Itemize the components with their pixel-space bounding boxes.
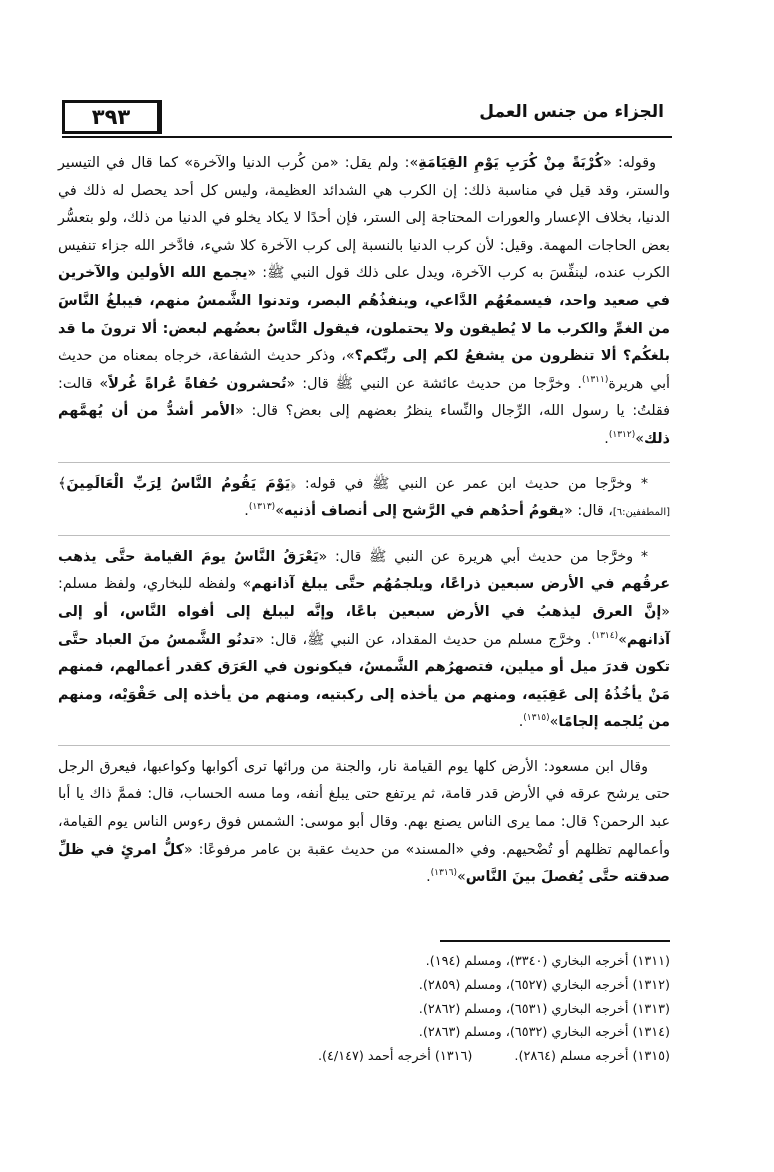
footnotes xyxy=(110,950,670,1069)
footnote: (١٣١٤) أخرجه البخاري (٦٥٣٢)، ومسلم (٢٨٦٣). xyxy=(418,1025,670,1041)
footnote: (١٣١٢) أخرجه البخاري (٦٥٢٧)، ومسلم (٢٨٥٩). xyxy=(418,977,670,993)
text-run: » xyxy=(549,714,559,731)
quoted-text: يَعْرَقُ النَّاسُ يومَ القيامة حتَّى يذهب عرقُهم في الأرض سبعين ذراعًا، ويلجمُهُم حتَّى يبلغ آذانهم xyxy=(58,548,670,593)
quoted-text: كُرْبَةً مِنْ كُرَبِ يَوْمِ القِيَامَةِ xyxy=(418,155,604,171)
text-run: »: ولم يقل: «من كُرب الدنيا والآخرة» كما قال في التيسير والستر، وقد قيل في مناسبة ذلك: إن الكرب هي الشدائد العظيمة، وليس كل أحد يحصل له ذلك في الدنيا، بخلاف الإعسار والعورات المحتاجة إلى الستر، فإن أحدًا لا يكاد يخلو في الدنيا من ذلك، ولو بتعسُّر بعض الحاجات المهمة. وقيل: لأن كرب الدنيا بالنسبة إلى كرب الآخرة كلا شيء، فادَّخر الله جزاء تنفيس الكرب عنده، لينفِّسَ به كرب الآخرة، ويدل على ذلك قول النبي ﷺ: « xyxy=(58,155,670,282)
paragraph-separator xyxy=(58,745,670,746)
quoted-text: يَوْمَ يَقُومُ النَّاسُ لِرَبِّ الْعَالَمِينَ xyxy=(66,475,291,492)
footnote-ref: (١٣١٢) xyxy=(608,430,636,441)
text-run: » قالت: فقلتُ: يا رسول الله، الرِّجال والنِّساء ينظرُ بعضهم إلى بعض؟ قال: « xyxy=(58,375,670,420)
text-run: ، قال: « xyxy=(564,503,613,520)
quoted-text: تُحشرون حُفاةً عُراةً غُرلاً xyxy=(108,375,287,392)
text-run: . وخرَّج مسلم من حديث المقداد، عن النبي ﷺ، قال: « xyxy=(255,631,592,648)
footnote: (١٣١١) أخرجه البخاري (٣٣٤٠)، ومسلم (١٩٤). xyxy=(425,954,670,969)
ayah-reference: [المطففين:٦] xyxy=(612,507,670,519)
quoted-text: تدنُو الشَّمسُ منَ العباد حتَّى تكون قدرَ ميل أو ميلين، فتصهرُهم الشَّمسُ، فيكونون في العَرَق كقدر أعمالهم، فمنهم مَنْ يأخُذُهُ إلى عَقِبَيه، ومنهم من يأخذه إلى ركبتيه، ومنهم من يأخذه إلى حَقْوَيْه، ومنهم من يُلجمه إلجامًا xyxy=(58,631,670,731)
quoted-text: يقومُ أحدُهم في الرَّشح إلى أنصاف أذنيه xyxy=(283,503,565,520)
text-run: وقوله: « xyxy=(603,155,656,171)
footnote: (١٣١٥) أخرجه مسلم (٢٨٦٤). xyxy=(514,1049,670,1065)
quoted-text: إنَّ العرق ليذهبُ في الأرض سبعين باعًا، وإنَّه ليبلغ إلى أفواه النَّاس، أو إلى آذانهم xyxy=(58,603,670,648)
footnote: (١٣١٦) أخرجه أحمد (٤/١٤٧). xyxy=(317,1049,473,1065)
text-run: . xyxy=(244,503,249,520)
text-run: » ولفظه للبخاري، ولفظ مسلم: « xyxy=(58,576,670,620)
header-rule xyxy=(62,136,672,138)
text-run: . xyxy=(426,869,431,886)
text-run: . xyxy=(604,430,609,447)
footnote-ref: (١٣١٤) xyxy=(591,630,619,641)
text-run: »، وذكر حديث الشفاعة، خرجاه بمعناه من حديث أبي هريرة xyxy=(58,348,671,392)
footnote-pair xyxy=(110,1045,670,1069)
text-run: » xyxy=(618,631,627,648)
footnote-ref: (١٣١٦) xyxy=(430,868,458,879)
paragraph xyxy=(58,754,670,892)
text-run: » xyxy=(275,503,284,520)
page-number: ٣٩٣ xyxy=(91,105,131,129)
text-run: » xyxy=(635,430,644,447)
paragraph xyxy=(58,471,670,527)
text-run: . xyxy=(518,714,524,731)
page-header xyxy=(50,98,672,138)
text-run: ﴾ xyxy=(58,475,67,492)
running-head: الجزاء من جنس العمل xyxy=(479,102,664,122)
footnote-ref: (١٣١١) xyxy=(581,374,609,385)
text-run: * وخرَّجا من حديث أبي هريرة عن النبي ﷺ قال: « xyxy=(318,548,648,565)
footnote-ref: (١٣١٣) xyxy=(248,502,276,513)
text-run: وقال ابن مسعود: الأرض كلها يوم القيامة نار، والجنة من ورائها ترى أكوابها وكواعبها، فيعرق الرجل حتى يرشح عرقه في الأرض قدر قامة، ثم يرتفع حتى يبلغ أنفه، وما مسه الحساب، قال: فممَّ ذاك يا أبا عبد الرحمن؟ قال: مما يرى الناس يصنع بهم. وقال أبو موسى: الشمس فوق رءوس الناس يوم القيامة، وأعمالهم تظلهم أو تُضْحيهم. وفي «المسند» من حديث عقبة بن عامر مرفوعًا: « xyxy=(58,758,670,858)
text-run: » xyxy=(457,869,466,886)
footnote-rule xyxy=(440,940,670,942)
page-number-box xyxy=(62,100,162,134)
main-text xyxy=(58,150,670,900)
paragraph-separator xyxy=(58,462,670,463)
text-run: * وخرَّجا من حديث ابن عمر عن النبي ﷺ في قوله: ﴿ xyxy=(290,475,648,492)
footnote: (١٣١٣) أخرجه البخاري (٦٥٣١)، ومسلم (٢٨٦٢). xyxy=(418,1001,670,1017)
footnote-ref: (١٣١٥) xyxy=(523,713,550,724)
quoted-text: الأمر أشدُّ من أن يُهمَّهم ذلك xyxy=(58,403,670,447)
quoted-text: يجمع الله الأولين والآخرين في صعيد واحد، فيسمعُهُم الدَّاعي، وينفذُهُم البصر، وتدنوا الشَّمسُ منهم، فيبلغُ النَّاسَ من الغمِّ والكرب ما لا يُطيقون ولا يحتملون، فيقول النَّاسُ بعضُهم لبعض: ألا ترونَ ما قد بلغكُم؟ ألا تنظرون من يشفعُ لكم إلى ربِّكم؟ xyxy=(58,265,670,365)
quoted-text: كلُّ امرئٍ في ظلِّ صدقته حتَّى يُفصلَ بينَ النَّاس xyxy=(58,841,670,886)
paragraph xyxy=(58,544,670,737)
paragraph xyxy=(58,150,670,454)
paragraph-separator xyxy=(58,535,670,536)
text-run: . وخرَّجا من حديث عائشة عن النبي ﷺ قال: « xyxy=(286,375,582,392)
